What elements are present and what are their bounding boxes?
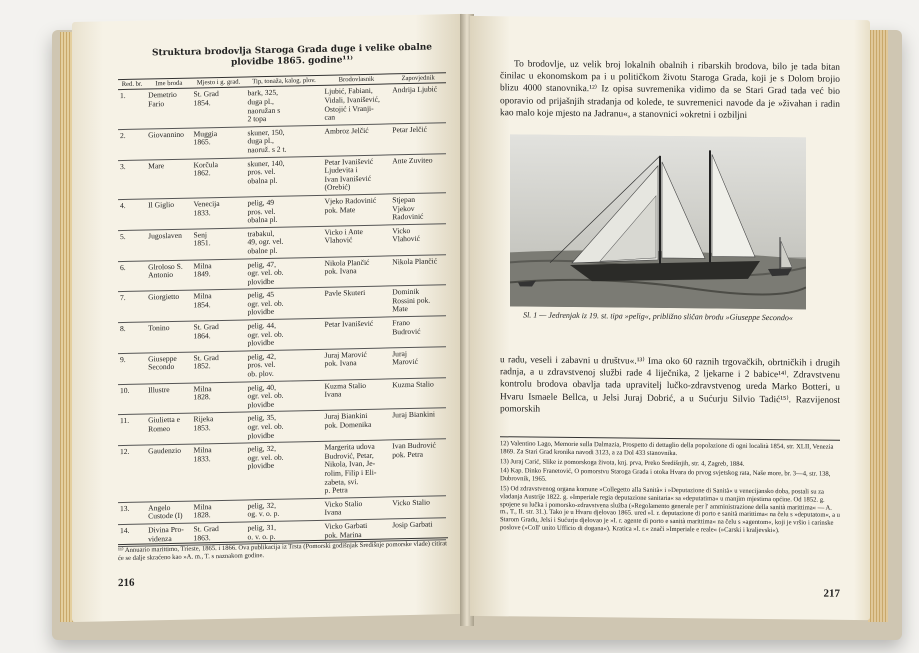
table-cell: Vicko Vlahović <box>390 223 446 255</box>
table-cell: 14. <box>118 524 146 547</box>
header-cell: Zapovjednik <box>390 73 446 85</box>
table-cell: Stjepan Vjekov Radovinić <box>390 193 446 225</box>
table-cell: 12. <box>118 445 146 502</box>
table-cell: Vicko Stalio <box>390 496 446 519</box>
table-cell: pelig, 45 ogr. vel. ob. plovidbe <box>246 288 323 320</box>
header-cell: Brodovlasnik <box>323 74 391 86</box>
table-cell: Vicko Stalio Ivana <box>323 497 391 521</box>
footnotes <box>500 436 840 537</box>
table-cell: pelig, 32, ogr. vel. ob. plovidbe <box>246 442 323 500</box>
table-cell: Dominik Rossini pok. Mate <box>390 285 446 317</box>
table-cell: Demetrio Fario <box>146 88 191 128</box>
table-cell: 13. <box>118 502 146 525</box>
table-cell: 1. <box>118 89 146 129</box>
table-cell: Muggia 1865. <box>192 127 246 159</box>
table-title: Struktura brodovlja Staroga Grada duge i velike obalne plovidbe 1865. godine¹¹⁾ <box>151 42 433 68</box>
table-cell: 11. <box>118 414 146 445</box>
table-cell: Jugoslaven <box>146 229 191 261</box>
table-cell: Nikola Plančić pok. Ivana <box>323 255 391 287</box>
table-cell: skuner, 140, pros. vel. obalna pl. <box>246 156 323 197</box>
table-cell: Korčula 1862. <box>192 158 246 199</box>
table-cell: St. Grad 1863. <box>192 522 246 545</box>
table-cell: pelig, 40, ogr. vel. ob. plovidbe <box>246 380 323 412</box>
table-cell: Vicko Garbati pok. Marina <box>323 519 391 543</box>
footnote: 14) Kap. Dinko Franetović, O pomorstvu Staroga Grada i otoka Hvara do prvog svjetskog rata, Naše more, br. 3—4, str. 138, Dubrovnik, 1965. <box>500 467 831 483</box>
table-cell: Milna 1828. <box>192 382 246 414</box>
paragraph: u radu, veseli i zabavni u društvu«.¹³⁾ Ima oko 60 raznih trgovačkih, obrtničkih i drugih radnja, a u zdravstvenoj službi rade 4 liječnika, 2 ljekarne i 2 babice¹⁴⁾. Zdravstvenu kontrolu brodova obavlja tada upravitelj lučko-zdravstvenog ureda Marko Botteri, u Hvaru Ismaele Bellca, u Jelsi Juraj Dobrić, a u Sućurju Silvio Tadić¹⁵⁾. Razvijenost pomorskih <box>500 355 840 415</box>
table-cell: Illustre <box>146 383 191 415</box>
table-cell: 10. <box>118 384 146 415</box>
ship-illustration-svg <box>510 134 806 309</box>
table-cell: Milna 1849. <box>192 258 246 290</box>
table-cell: Juraj Biankini <box>390 408 446 440</box>
table-cell: Vjeko Radovinić pok. Mate <box>323 194 391 226</box>
table-cell: 2. <box>118 129 146 160</box>
table-cell: Ivan Budrović pok. Petra <box>390 439 446 497</box>
left-page <box>72 14 462 622</box>
table-cell: Giovannino <box>146 128 191 160</box>
table-cell: Ljubić, Fabiani, Vidali, Ivanišević, Ostojić i Vranji- can <box>323 84 391 125</box>
table-cell: 9. <box>118 353 146 384</box>
table-cell: Divina Pro- videnza <box>146 523 191 546</box>
table-cell: trabakul, 49, ogr. vel. obalne pl. <box>246 226 323 258</box>
table-cell: Venecija 1833. <box>192 197 246 229</box>
table-cell: 5. <box>118 230 146 261</box>
table-cell: pelig. 44, ogr. vel. ob. plovidbe <box>246 318 323 350</box>
ship-illustration <box>510 134 806 309</box>
table-cell: Josip Garbati <box>390 518 446 541</box>
table-cell: Giorgietto <box>146 290 191 322</box>
table-cell: pelig, 42, pros. vel. ob. plov. <box>246 349 323 381</box>
table-cell: Glroloso S. Antonio <box>146 260 191 292</box>
table-row <box>118 439 446 502</box>
table-cell: 4. <box>118 199 146 230</box>
table-cell: 8. <box>118 322 146 353</box>
table-body <box>118 83 446 547</box>
table-cell: pelig, 35, ogr. vel. ob. plovidbe <box>246 411 323 443</box>
table-cell: pelig, 47, ogr. vel. ob. plovidbe <box>246 257 323 289</box>
table-cell: bark, 325, duga pl., naoružan s 2 topa <box>246 86 323 127</box>
table-cell: Tonino <box>146 321 191 353</box>
table-cell: Milna 1833. <box>192 443 246 501</box>
table-cell: Kuzma Stalio Ivana <box>323 379 391 411</box>
table-cell: Margerita udova Budrović, Petar, Nikola, Ivan, Je- rolim, Filip i Eli- zabeta, svi. p. Petra <box>323 440 391 498</box>
table-cell: Senj 1851. <box>192 228 246 260</box>
table-cell: St. Grad 1852. <box>192 351 246 383</box>
table-cell: Ante Zuviteo <box>390 153 446 194</box>
table-cell: Frano Budrović <box>390 316 446 348</box>
header-cell: Tip, tonaža, kalog. plov. <box>246 75 323 87</box>
table-row <box>118 83 446 129</box>
figure-caption: Sl. 1 — Jedrenjak iz 19. st. tipa »pelig«, približno sličan brodu »Giuseppe Secondo« <box>523 310 793 323</box>
table-cell: Milna 1854. <box>192 289 246 321</box>
footnote: 13) Juraj Carić, Slike iz pomorskoga života, knj. prva, Preko Središnjih, str. 4, Zagreb, 1884. <box>500 457 745 468</box>
table-row <box>118 153 446 199</box>
right-page <box>470 16 870 620</box>
page-edges-right <box>868 30 888 622</box>
table-cell: Petar Jelčić <box>390 123 446 155</box>
table-cell: Vicko i Ante Vlahović <box>323 225 391 257</box>
paragraph: To brodovlje, uz velik broj lokalnih obalnih i ribarskih brodova, bilo je tada bitan činilac u ekonomskom pa i u političkom životu Staroga Grada, koji je s Dolom brojio blizu 4000 stanovnika.¹²⁾ Iz opisa suvremenika vidimo da se Stari Grad tada već bio oporavio od prijašnjih stradanja od kolede, te suvremenici navode da je »živahan i radin kao malo koje mjesto na Jadranu«, a stanovnici »okretni i ozbiljni <box>500 59 840 121</box>
table-cell: Angelo Custode (I) <box>146 501 191 524</box>
table-cell: pelig, 31, o. v. o. p. <box>246 520 323 544</box>
table-cell: Mare <box>146 159 191 199</box>
footnote: 15) Od zdravstvenog organa komune »Collegetto alla Sanità« i »Deputazione di Sanità« u venecijansko doba, postali su za vladanja Austrije 1822. g. »Imperiale regia deputazione sanitaria« sa »deputatima« u manjim mjestima općine. Od 1852. g. spojene su lučka i pomorsko-zdravstvena služba (»Regolamento generale per l' amministrazione della sanità marittima« — A. m., T., II. str. 31.). Tako je u Hvaru djelovao 1865. ured »I. r. deputazione di porto e sanità marittima« na čelu s »deputatom«, a u Starom Gradu, Jelsi i Sućurju djelovao je »I. r. agente di porto e sanità marittima« na čelu s »agentom«, koji je vršio i carinske poslove (»Coll' unito Ufficio di dogana«). Kratica »I. r.« znači »Imperiale e reale« (»Carski i kraljevski«). <box>500 485 840 535</box>
fleet-table <box>118 72 446 547</box>
header-cell: Ime broda <box>146 78 191 89</box>
footnote: 12) Valentino Lago, Memorie sulla Dalmazia, Prospetto di dettaglio della popolazione di ogni località 1854, str. XLII, Venezia 1869. Za Stari Grad kronika navodi 3123, a za Dol 433 stanovnika. <box>500 440 834 457</box>
table-cell: Rijeka 1853. <box>192 412 246 444</box>
table-cell: Il Giglio <box>146 198 191 230</box>
table-cell: Ambroz Jelčić <box>323 124 391 156</box>
table-cell: St. Grad 1864. <box>192 320 246 352</box>
header-cell: Mjesto i g. grad. <box>192 77 246 89</box>
table-cell: pelig, 49 pros. vel. obalna pl. <box>246 195 323 227</box>
table-cell: Petar Ivanišević Ljudevita i Ivan Ivanišević (Orebić) <box>323 154 391 195</box>
table-cell: Giuseppe Secondo <box>146 352 191 384</box>
table-cell: Nikola Plančić <box>390 254 446 286</box>
table-cell: Juraj Marović <box>390 347 446 379</box>
footnote: ¹¹⁾ Annuario marittimo, Trieste, 1865. i 1866. Ova publikacija iz Trsta (Pomorski godišnjak Središnje pomorske vlade) citirat će se dalje skraćeno kao »A. m., T. s naznakom godine. <box>118 537 448 562</box>
table-cell: 6. <box>118 261 146 292</box>
page-number: 217 <box>823 587 840 600</box>
table-cell: pelig, 32, og. v. o. p. <box>246 498 323 522</box>
table-cell: Gaudenzio <box>146 444 191 502</box>
table-cell: 3. <box>118 160 146 200</box>
table-cell: 7. <box>118 291 146 322</box>
table-cell: Andrija Ljubić <box>390 83 446 124</box>
table-cell: Juraj Biankini pok. Domenika <box>323 409 391 441</box>
table-cell: skuner, 150, duga pl., naoruž. s 2 t. <box>246 125 323 157</box>
table-cell: Pavle Skuteri <box>323 286 391 318</box>
table-cell: Petar Ivanišević <box>323 317 391 349</box>
page-number: 216 <box>118 576 135 590</box>
table-cell: Juraj Marović pok. Ivana <box>323 348 391 380</box>
table-cell: Giulietta e Romeo <box>146 413 191 445</box>
table-cell: St. Grad 1854. <box>192 87 246 128</box>
table-cell: Kuzma Stalio <box>390 377 446 409</box>
header-cell: Red. br. <box>118 79 146 90</box>
table-cell: Milna 1828. <box>192 500 246 523</box>
